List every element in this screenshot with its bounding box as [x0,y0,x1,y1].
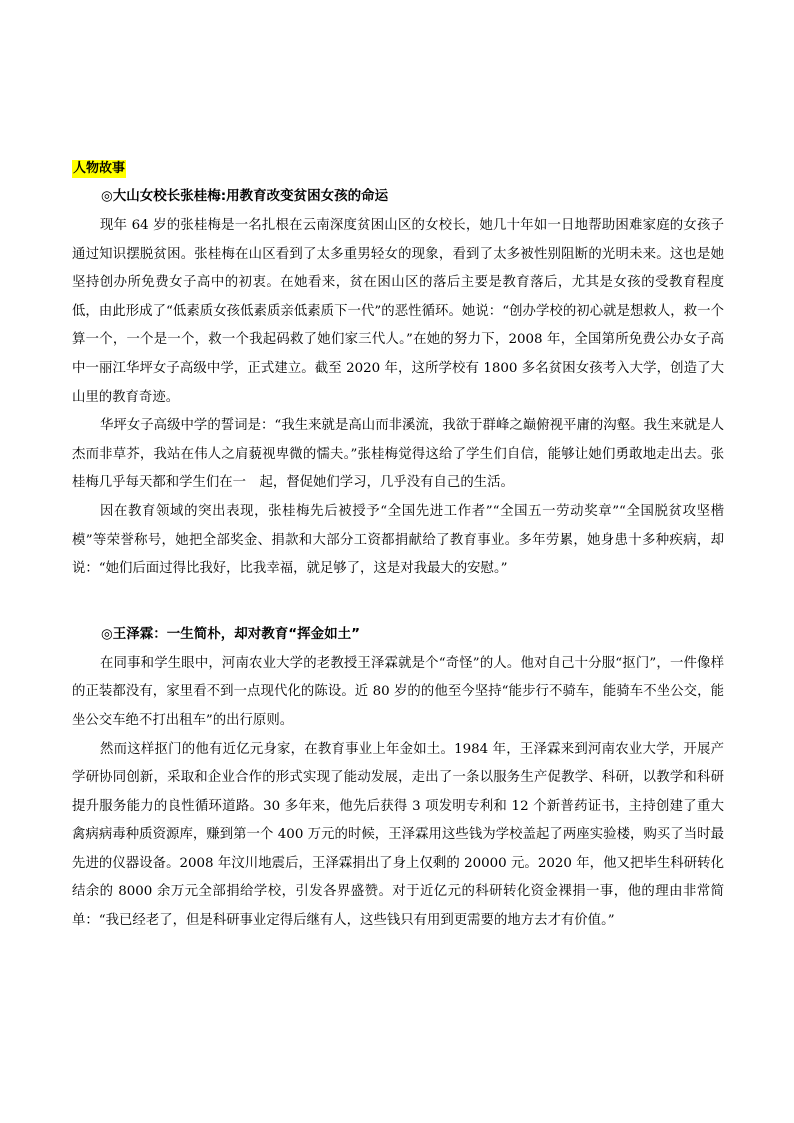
document-body [72,157,724,936]
story-1-paragraph: 华坪女子高级中学的誓词是：“我生来就是高山而非溪流，我欲于群峰之巅俯视平庸的沟壑。我生来就是人杰而非草芥，我站在伟人之肩藐视卑微的懦夫。”张桂梅觉得这给了学生们自信，能够让她们勇敢地走出去。张桂梅几乎每天都和学生们在一 起，督促她们学习，几乎没有自己的生活。 [72,418,724,491]
section-tag: 人物故事 [73,161,126,176]
story-2-title: ◎王泽霖：一生简朴，却对教育“挥金如土” [101,625,361,642]
story-1-paragraph: 因在教育领域的突出表现，张桂梅先后被授予“全国先进工作者”“全国五一劳动奖章”“全国脱贫攻坚楷模”等荣誉称号，她把全部奖金、捐款和大部分工资都捐献给了教育事业。多年劳累，她身患十多种疾病，却说：“她们后面过得比我好，比我幸福，就足够了，这是对我最大的安慰。” [72,503,724,577]
story-1-title: ◎大山女校长张桂梅:用教育改变贫困女孩的命运 [101,188,389,204]
story-1-paragraph: 现年 64 岁的张桂梅是一名扎根在云南深度贫困山区的女校长，她几十年如一日地帮助困难家庭的女孩子通过知识摆脱贫困。张桂梅在山区看到了太多重男轻女的现象，看到了太多被性别阻断的光明未来。这也是她坚持创办所免费女子高中的初衷。在她看来，贫在困山区的落后主要是教育落后，尤其是女孩的受教育程度低，由此形成了“低素质女孩低素质亲低素质下一代”的恶性循环。她说：“创办学校的初心就是想救人，救一个算一个，一个是一个，救一个我起码救了她们家三代人。”在她的努力下，2008 年，全国第所免费公办女子高中一丽江华坪女子高级中学，正式建立。截至 2020 年，这所学校有 1800 多名贫困女孩考入大学，创造了大山里的教育奇迹。 [72,218,724,405]
section-spacer [72,584,724,610]
story-2-paragraph: 然而这样抠门的他有近亿元身家，在教育事业上年金如土。1984 年，王泽霖来到河南农业大学，开展产学研协同创新，采取和企业合作的形式实现了能动发展，走出了一条以服务生产促教学、科研，以教学和科研提升服务能力的良性循环道路。30 多年来，他先后获得 3 项发明专利和 12 个新普药证书，主持创建了重大禽病病毒种质资源库，赚到第一个 400 万元的时候，王泽霖用这些钱为学校盖起了两座实验楼，购买了当时最先进的仪器设备。2008 年汶川地震后，王泽霖捐出了身上仅剩的 20000 元。2020 年，他又把毕生科研转化结余的 8000 余万元全部捐给学校，引发各界盛赞。对于近亿元的科研转化资金裸捐一事，他的理由非常简单：“我已经老了，但是科研事业定得后继有人，这些钱只有用到更需要的地方去才有价值。” [72,741,724,929]
story-2-paragraph: 在同事和学生眼中，河南农业大学的老教授王泽霖就是个“奇怪”的人。他对自己十分服“抠门”，一件像样的正装都没有，家里看不到一点现代化的陈设。近 80 岁的的他至今坚持“能步行不骑车，能骑车不坐公交，能坐公交车绝不打出租车”的出行原则。 [72,655,724,728]
